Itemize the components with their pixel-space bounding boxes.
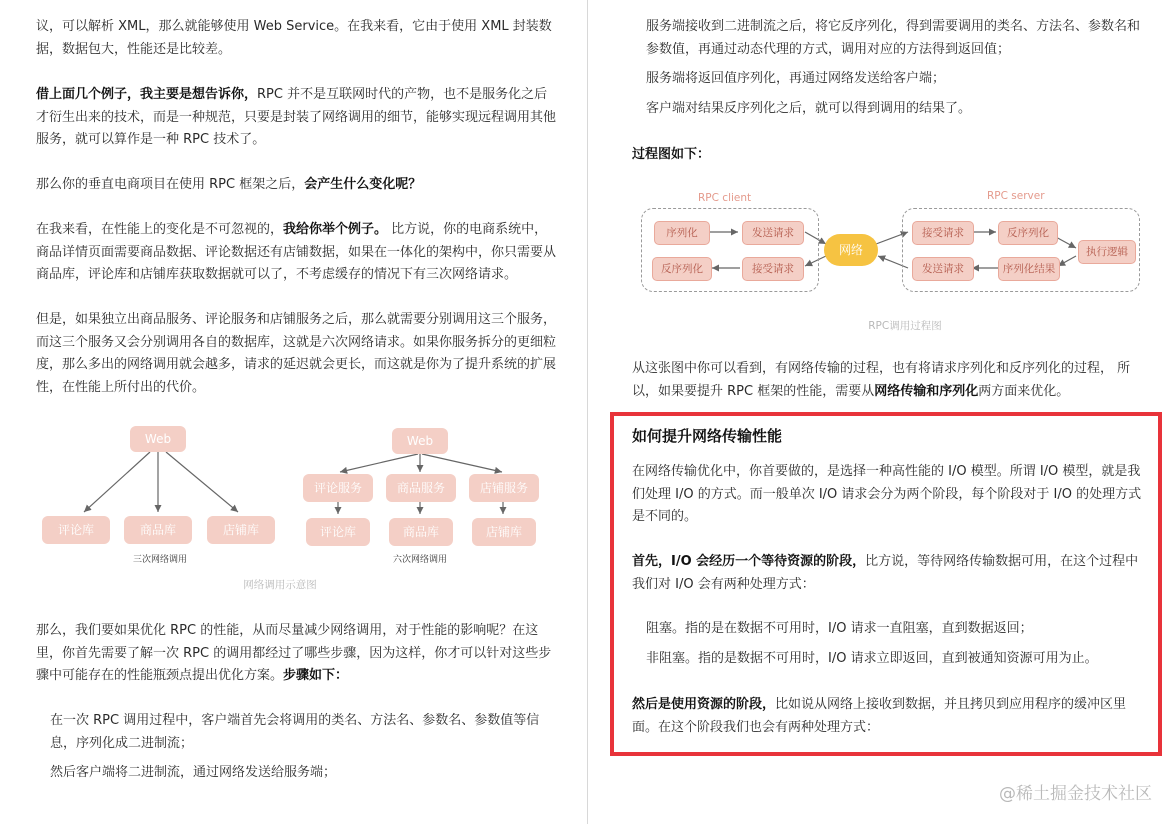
section-title: 如何提升网络传输性能 [632,427,783,445]
comment-db-node-six: 评论库 [306,518,370,546]
blocking-item: 阻塞。指的是在数据不可用时，I/O 请求一直阻塞，直到数据返回； [646,621,1033,636]
store-db-node: 店铺库 [207,516,275,544]
server-deserialize-node: 反序列化 [998,221,1058,245]
serialize-result-node: 序列化结果 [998,257,1060,281]
serialize-node: 序列化 [654,221,710,245]
product-service-node: 商品服务 [386,474,456,502]
store-db-node-six: 店铺库 [472,518,536,546]
step-2: 然后客户端将二进制流，通过网络发送给服务端； [50,765,337,780]
rpc-client-label: RPC client [698,192,752,204]
left-paragraph-1: 议，可以解析 XML，那么就能够使用 Web Service。在我来看，它由于使用 XML 封装数据，数据包大，性能还是比较差。 [36,19,552,57]
left-paragraph-2: 借上面几个例子，我主要是想告诉你，RPC 并不是互联网时代的产物，也不是服务化之后才衍生出来的技术，而是一种规范，只要是封装了网络调用的细节，能够实现远程调用其他服务，就可以算作是一种 RPC 技术了。 [36,87,557,147]
step-5: 客户端对结果反序列化之后，就可以得到调用的结果了。 [646,101,972,116]
highlight-paragraph-2: 首先，I/O 会经历一个等待资源的阶段，比方说，等待网络传输数据可用，在这个过程中我们对 I/O 会有两种处理方式： [632,554,1139,592]
step-3: 服务端接收到二进制流之后，将它反序列化，得到需要调用的类名、方法名、参数名和参数值，再通过动态代理的方式，调用对应的方法得到返回值； [646,19,1141,57]
left-paragraph-3: 那么你的垂直电商项目在使用 RPC 框架之后，会产生什么变化呢？ [36,177,422,192]
highlight-paragraph-1: 在网络传输优化中，你首要做的，是选择一种高性能的 I/O 模型。所谓 I/O 模型，就是我们处理 I/O 的方式。而一般单次 I/O 请求会分为两个阶段，每个阶段对于 I/O 的处理方式是不同的。 [632,464,1142,524]
network-cloud: 网络 [824,234,878,266]
six-calls-label: 六次网络调用 [392,555,447,565]
server-send-node: 发送请求 [912,257,974,281]
comment-db-node: 评论库 [42,516,110,544]
rpc-server-label: RPC server [987,190,1045,202]
left-paragraph-4: 在我来看，在性能上的变化是不可忽视的，我给你举个例子。 比方说，你的电商系统中，商品详情页面需要商品数据、评论数据还有店铺数据，如果在一体化的架构中，你只需要从商品库，评论库和店铺库获取数据就可以了，不考虑缓存的情况下有三次网络请求。 [36,222,557,282]
server-receive-node: 接受请求 [912,221,974,245]
diagram1-caption: 网络调用示意图 [243,579,317,591]
left-paragraph-6: 那么，我们要如果优化 RPC 的性能，从而尽量减少网络调用，对于性能的影响呢？在这里，你首先需要了解一次 RPC 的调用都经过了哪些步骤，因为这样，你才可以针对这些步骤中可能存在的性能瓶颈点提出优化方案。步骤如下： [36,623,552,683]
step-1: 在一次 RPC 调用过程中，客户端首先会将调用的类名、方法名、参数名、参数值等信息，序列化成二进制流； [50,713,540,751]
step-4: 服务端将返回值序列化，再通过网络发送给客户端； [646,71,946,86]
execute-logic-node: 执行逻辑 [1078,240,1136,264]
receive-request-node: 接受请求 [742,257,804,281]
web-node-three: Web [130,426,186,452]
non-blocking-item: 非阻塞。指的是数据不可用时，I/O 请求立即返回，直到被通知资源可用为止。 [646,651,1098,666]
right-paragraph-after-diagram: 从这张图中你可以看到，有网络传输的过程，也有将请求序列化和反序列化的过程， 所以，如果要提升 RPC 框架的性能，需要从网络传输和序列化两方面来优化。 [632,361,1131,399]
send-request-node: 发送请求 [742,221,804,245]
highlight-paragraph-5: 然后是使用资源的阶段，比如说从网络上接收到数据，并且拷贝到应用程序的缓冲区里面。在这个阶段我们也会有两种处理方式： [632,697,1127,735]
diagram2-caption: RPC调用过程图 [868,320,942,332]
comment-service-node: 评论服务 [303,474,373,502]
product-db-node: 商品库 [124,516,192,544]
three-calls-label: 三次网络调用 [132,555,187,565]
process-title: 过程图如下： [632,147,711,162]
left-paragraph-5: 但是，如果独立出商品服务、评论服务和店铺服务之后，那么就需要分别调用这三个服务，而这三个服务又会分别调用各自的数据库，这就是六次网络请求。如果你服务拆分的更细粒度，那么多出的网络调用就会越多，请求的延迟就会更长，而这就是你为了提升系统的扩展性，在性能上所付出的代价。 [36,312,557,395]
web-node-six: Web [392,428,448,454]
store-service-node: 店铺服务 [469,474,539,502]
product-db-node-six: 商品库 [389,518,453,546]
deserialize-node: 反序列化 [652,257,712,281]
watermark: @稀土掘金技术社区 [999,784,1152,804]
